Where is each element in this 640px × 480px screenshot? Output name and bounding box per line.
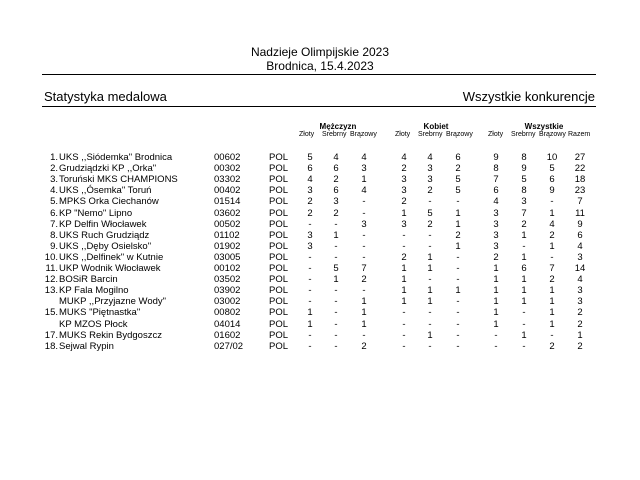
table-row [0, 196, 640, 207]
men-bronze-cell: - [362, 251, 366, 263]
women-silver-cell: - [428, 240, 432, 252]
women-silver-cell: - [428, 274, 432, 286]
men-silver-cell: - [334, 218, 338, 230]
all-total-cell: 1 [577, 329, 583, 341]
all-silver-cell: 1 [521, 274, 527, 286]
women-silver-cell: - [428, 196, 432, 208]
men-silver-cell: - [334, 285, 338, 297]
women-gold-cell: 2 [401, 163, 407, 175]
section-divider [42, 106, 596, 107]
col-header-women-silver: Srebrny [418, 131, 443, 138]
col-header-all-gold: Złoty [488, 131, 504, 138]
men-bronze-cell: - [362, 240, 366, 252]
women-bronze-cell: 1 [455, 240, 461, 252]
all-silver-cell: 1 [521, 285, 527, 297]
nation-cell: POL [269, 185, 289, 197]
club-code-cell: 03005 [214, 251, 241, 263]
men-bronze-cell: - [362, 229, 366, 241]
all-gold-cell: 4 [493, 196, 499, 208]
women-bronze-cell: - [456, 196, 460, 208]
all-silver-cell: 1 [521, 251, 527, 263]
all-gold-cell: 3 [493, 240, 499, 252]
women-silver-cell: 1 [427, 296, 433, 308]
club-name-cell: Grudziądzki KP ,,Orka" [59, 163, 157, 175]
table-row [0, 319, 640, 330]
all-silver-cell: - [522, 340, 526, 352]
rank-cell: 1. [50, 152, 58, 163]
women-silver-cell: 1 [427, 263, 433, 274]
nation-cell: POL [269, 329, 289, 341]
rank-cell: 11. [45, 263, 58, 274]
women-silver-cell: - [428, 318, 432, 330]
group-header-women: Kobiet [423, 122, 449, 131]
men-gold-cell: - [308, 296, 312, 308]
all-total-cell: 3 [577, 296, 583, 308]
men-bronze-cell: 1 [361, 174, 367, 186]
nation-cell: POL [269, 196, 289, 208]
club-code-cell: 03502 [214, 274, 241, 286]
all-gold-cell: 3 [493, 207, 499, 219]
women-bronze-cell: 1 [455, 218, 461, 230]
rank-cell: 18. [44, 340, 58, 352]
club-code-cell: 01602 [214, 329, 241, 341]
all-total-cell: 22 [574, 163, 586, 175]
women-bronze-cell: - [456, 318, 460, 330]
men-gold-cell: - [308, 218, 312, 230]
all-bronze-cell: 1 [549, 307, 555, 319]
rank-cell: 12. [44, 274, 58, 286]
all-gold-cell: 1 [493, 307, 499, 319]
all-silver-cell: 1 [521, 229, 527, 241]
women-silver-cell: - [428, 229, 432, 241]
women-bronze-cell: 6 [455, 152, 461, 163]
women-gold-cell: - [402, 318, 406, 330]
women-bronze-cell: 5 [455, 185, 461, 197]
rank-cell: 7. [50, 218, 58, 230]
all-silver-cell: 3 [521, 196, 527, 208]
men-bronze-cell: 7 [361, 263, 367, 274]
all-total-cell: 18 [574, 174, 586, 186]
group-header-men: Mężczyzn [319, 122, 357, 131]
women-silver-cell: 5 [427, 207, 433, 219]
women-gold-cell: 3 [401, 174, 407, 186]
club-name-cell: KP Delfin Włocławek [59, 218, 147, 230]
men-silver-cell: 6 [333, 163, 339, 175]
men-silver-cell: - [334, 296, 338, 308]
club-code-cell: 03302 [214, 174, 241, 186]
women-bronze-cell: 5 [455, 174, 461, 186]
men-silver-cell: - [334, 307, 338, 319]
women-bronze-cell: - [456, 296, 460, 308]
nation-cell: POL [269, 251, 289, 263]
women-gold-cell: - [402, 229, 406, 241]
women-gold-cell: - [402, 307, 406, 319]
men-gold-cell: - [308, 285, 312, 297]
nation-cell: POL [269, 152, 289, 163]
club-code-cell: 01102 [214, 229, 240, 241]
col-header-women-bronze: Brązowy [446, 131, 473, 138]
all-total-cell: 9 [577, 218, 583, 230]
women-bronze-cell: - [456, 307, 460, 319]
all-bronze-cell: 2 [549, 340, 555, 352]
rank-cell: 4. [50, 185, 58, 197]
all-bronze-cell: 2 [549, 274, 555, 286]
men-gold-cell: 5 [307, 152, 313, 163]
men-bronze-cell: 2 [361, 340, 367, 352]
all-total-cell: 23 [574, 185, 586, 197]
all-bronze-cell: 4 [549, 218, 555, 230]
all-total-cell: 7 [577, 196, 583, 208]
document-title: Nadzieje Olimpijskie 2023 [250, 45, 390, 59]
men-gold-cell: - [308, 263, 312, 274]
all-bronze-cell: 7 [549, 263, 555, 274]
rank-cell: 15. [44, 307, 58, 319]
club-code-cell: 01902 [214, 240, 241, 252]
nation-cell: POL [269, 263, 289, 274]
men-bronze-cell: - [362, 329, 366, 341]
group-header-all: Wszystkie [524, 122, 564, 131]
all-total-cell: 2 [577, 307, 583, 319]
men-bronze-cell: 1 [361, 318, 367, 330]
women-bronze-cell: - [456, 340, 460, 352]
men-silver-cell: 5 [333, 263, 339, 274]
all-total-cell: 2 [577, 340, 583, 352]
table-row [0, 274, 640, 285]
men-bronze-cell: 1 [361, 296, 367, 308]
all-bronze-cell: 1 [549, 296, 555, 308]
nation-cell: POL [269, 307, 289, 319]
club-name-cell: KP "Nemo" Lipno [59, 207, 133, 219]
men-silver-cell: 1 [333, 274, 339, 286]
all-gold-cell: 3 [493, 218, 499, 230]
col-header-men-gold: Złoty [299, 131, 315, 138]
all-bronze-cell: 5 [549, 163, 555, 175]
men-gold-cell: 3 [307, 240, 313, 252]
women-gold-cell: - [402, 340, 406, 352]
all-gold-cell: - [494, 329, 498, 341]
men-silver-cell: 2 [333, 174, 339, 186]
club-name-cell: BOSiR Barcin [59, 274, 118, 286]
club-code-cell: 00402 [214, 185, 241, 197]
all-silver-cell: 7 [521, 207, 527, 219]
women-bronze-cell: - [456, 251, 460, 263]
men-silver-cell: 2 [333, 207, 339, 219]
club-code-cell: 00802 [214, 307, 241, 319]
men-silver-cell: - [334, 340, 338, 352]
all-total-cell: 4 [577, 240, 583, 252]
women-gold-cell: 3 [401, 218, 407, 230]
women-gold-cell: - [402, 240, 406, 252]
all-gold-cell: 1 [493, 274, 499, 286]
women-bronze-cell: 1 [455, 207, 461, 219]
all-total-cell: 3 [577, 285, 583, 297]
men-bronze-cell: 1 [361, 307, 367, 319]
all-bronze-cell: 1 [549, 285, 555, 297]
club-code-cell: 00102 [214, 263, 241, 274]
all-bronze-cell: 10 [546, 152, 558, 163]
women-gold-cell: 1 [401, 296, 407, 308]
men-silver-cell: 6 [333, 185, 339, 197]
col-header-men-bronze: Brązowy [350, 131, 377, 138]
women-gold-cell: 1 [401, 207, 407, 219]
all-silver-cell: 1 [521, 329, 527, 341]
table-row [0, 241, 640, 252]
all-gold-cell: 3 [493, 229, 499, 241]
men-bronze-cell: 3 [361, 163, 367, 175]
women-bronze-cell: 2 [455, 163, 461, 175]
all-silver-cell: - [522, 240, 526, 252]
men-gold-cell: 6 [307, 163, 313, 175]
club-name-cell: UKS ,,Siódemka" Brodnica [59, 152, 173, 163]
all-gold-cell: 1 [493, 263, 499, 274]
all-silver-cell: 6 [521, 263, 527, 274]
col-header-women-gold: Złoty [395, 131, 411, 138]
rank-cell: 9. [50, 240, 58, 252]
club-name-cell: Sejwal Rypin [59, 340, 114, 352]
all-total-cell: 3 [577, 251, 583, 263]
nation-cell: POL [269, 318, 289, 330]
table-row [0, 230, 640, 241]
all-gold-cell: 8 [493, 163, 499, 175]
women-gold-cell: 1 [401, 263, 407, 274]
club-name-cell: UKS ,,Delfinek" w Kutnie [59, 251, 164, 263]
men-gold-cell: - [308, 274, 312, 286]
nation-cell: POL [269, 218, 289, 230]
table-row [0, 296, 640, 307]
women-bronze-cell: 1 [455, 285, 461, 297]
men-gold-cell: 3 [307, 229, 313, 241]
table-row [0, 341, 640, 352]
rank-cell: 2. [50, 163, 58, 175]
all-silver-cell: 1 [521, 296, 527, 308]
section-scope: Wszystkie konkurencje [462, 89, 595, 104]
club-name-cell: MPKS Orka Ciechanów [59, 196, 159, 208]
club-name-cell: Toruński MKS CHAMPIONS [59, 174, 178, 186]
all-total-cell: 14 [574, 263, 586, 274]
club-name-cell: UKP Wodnik Włocławek [59, 263, 161, 274]
women-silver-cell: - [428, 307, 432, 319]
men-gold-cell: - [308, 329, 312, 341]
table-row [0, 330, 640, 341]
club-code-cell: 00302 [214, 163, 241, 175]
table-row [0, 252, 640, 263]
women-gold-cell: - [402, 329, 406, 341]
women-silver-cell: 1 [427, 329, 433, 341]
club-code-cell: 03602 [214, 207, 241, 219]
rank-cell: 5. [50, 196, 58, 208]
table-row [0, 208, 640, 219]
all-bronze-cell: 1 [549, 240, 555, 252]
men-silver-cell: 3 [333, 196, 339, 208]
nation-cell: POL [269, 163, 289, 175]
men-bronze-cell: 4 [361, 152, 367, 163]
women-silver-cell: - [428, 340, 432, 352]
women-bronze-cell: - [456, 274, 460, 286]
table-row [0, 219, 640, 230]
men-gold-cell: - [308, 340, 312, 352]
men-bronze-cell: - [362, 285, 366, 297]
all-gold-cell: 7 [493, 174, 499, 186]
all-bronze-cell: 6 [549, 174, 555, 186]
women-silver-cell: 2 [427, 218, 433, 230]
col-header-all-bronze: Brązowy [539, 131, 566, 138]
rank-cell: 13. [44, 285, 58, 297]
all-bronze-cell: 1 [549, 318, 555, 330]
nation-cell: POL [269, 296, 289, 308]
all-bronze-cell: 1 [549, 207, 555, 219]
all-silver-cell: - [522, 307, 526, 319]
nation-cell: POL [269, 207, 289, 219]
all-bronze-cell: 2 [549, 229, 555, 241]
women-silver-cell: 2 [427, 185, 433, 197]
women-bronze-cell: - [456, 329, 460, 341]
all-silver-cell: 2 [521, 218, 527, 230]
nation-cell: POL [269, 174, 289, 186]
document-subtitle: Brodnica, 15.4.2023 [266, 59, 374, 73]
col-header-all-total: Razem [568, 131, 591, 138]
all-gold-cell: - [494, 340, 498, 352]
women-gold-cell: 2 [401, 251, 407, 263]
club-code-cell: 00602 [214, 152, 241, 163]
men-gold-cell: - [308, 251, 312, 263]
men-gold-cell: 4 [307, 174, 313, 186]
table-row [0, 307, 640, 318]
women-bronze-cell: - [456, 263, 460, 274]
club-name-cell: UKS ,,Ósemka" Toruń [59, 185, 152, 197]
table-row [0, 185, 640, 196]
women-silver-cell: 1 [427, 251, 433, 263]
col-header-men-silver: Srebrny [322, 131, 347, 138]
nation-cell: POL [269, 274, 289, 286]
all-gold-cell: 2 [493, 251, 499, 263]
rank-cell: 17. [44, 329, 58, 341]
all-total-cell: 2 [577, 318, 583, 330]
all-bronze-cell: - [550, 196, 554, 208]
all-bronze-cell: - [550, 329, 554, 341]
club-code-cell: 03902 [214, 285, 241, 297]
club-name-cell: MUKS Rekin Bydgoszcz [59, 329, 162, 341]
header-divider [42, 74, 596, 75]
club-name-cell: KP MZOS Płock [59, 318, 128, 330]
men-silver-cell: - [334, 329, 338, 341]
club-name-cell: MUKP ,,Przyjazne Wody" [59, 296, 167, 308]
men-silver-cell: - [334, 240, 338, 252]
col-header-all-silver: Srebrny [511, 131, 536, 138]
all-total-cell: 27 [574, 152, 586, 163]
nation-cell: POL [269, 285, 289, 297]
club-code-cell: 027/02 [214, 340, 244, 352]
all-gold-cell: 9 [493, 152, 499, 163]
women-silver-cell: 3 [427, 163, 433, 175]
club-name-cell: UKS ,,Dęby Osielsko" [59, 240, 152, 252]
nation-cell: POL [269, 340, 289, 352]
rank-cell: 6. [50, 207, 58, 219]
men-bronze-cell: 2 [361, 274, 367, 286]
women-gold-cell: 1 [401, 274, 407, 286]
club-code-cell: 04014 [214, 318, 241, 330]
all-gold-cell: 1 [493, 296, 499, 308]
all-silver-cell: - [522, 318, 526, 330]
table-row [0, 263, 640, 274]
all-total-cell: 11 [575, 207, 585, 219]
club-name-cell: MUKS "Piętnastka" [59, 307, 141, 319]
men-silver-cell: 1 [333, 229, 339, 241]
women-gold-cell: 3 [401, 185, 407, 197]
club-name-cell: UKS Ruch Grudziądz [59, 229, 150, 241]
women-bronze-cell: 2 [455, 229, 461, 241]
men-gold-cell: 2 [307, 207, 313, 219]
rank-cell: 10. [44, 251, 58, 263]
women-silver-cell: 3 [427, 174, 433, 186]
all-silver-cell: 9 [521, 163, 527, 175]
men-silver-cell: - [334, 251, 338, 263]
table-row [0, 163, 640, 174]
all-bronze-cell: 9 [549, 185, 555, 197]
women-gold-cell: 2 [401, 196, 407, 208]
men-gold-cell: 2 [307, 196, 313, 208]
all-total-cell: 6 [577, 229, 583, 241]
men-silver-cell: 4 [333, 152, 339, 163]
nation-cell: POL [269, 240, 289, 252]
all-total-cell: 4 [577, 274, 583, 286]
men-bronze-cell: - [362, 196, 366, 208]
all-bronze-cell: - [550, 251, 554, 263]
table-row [0, 285, 640, 296]
rank-cell: 3. [50, 174, 58, 186]
women-silver-cell: 4 [427, 152, 433, 163]
club-code-cell: 03002 [214, 296, 241, 308]
men-silver-cell: - [334, 318, 338, 330]
club-name-cell: KP Fala Mogilno [59, 285, 129, 297]
all-gold-cell: 1 [493, 318, 499, 330]
men-bronze-cell: - [362, 207, 366, 219]
men-gold-cell: 1 [307, 318, 313, 330]
all-silver-cell: 5 [521, 174, 527, 186]
club-code-cell: 00502 [214, 218, 241, 230]
men-gold-cell: 3 [307, 185, 313, 197]
section-title: Statystyka medalowa [44, 89, 167, 104]
table-row [0, 174, 640, 185]
women-gold-cell: 1 [401, 285, 407, 297]
men-bronze-cell: 4 [361, 185, 367, 197]
men-bronze-cell: 3 [361, 218, 367, 230]
women-gold-cell: 4 [401, 152, 407, 163]
all-silver-cell: 8 [521, 152, 527, 163]
all-silver-cell: 8 [521, 185, 527, 197]
table-row [0, 152, 640, 163]
men-gold-cell: 1 [307, 307, 313, 319]
all-gold-cell: 6 [493, 185, 499, 197]
all-gold-cell: 1 [493, 285, 499, 297]
club-code-cell: 01514 [214, 196, 241, 208]
women-silver-cell: 1 [427, 285, 433, 297]
nation-cell: POL [269, 229, 289, 241]
rank-cell: 8. [50, 229, 58, 241]
